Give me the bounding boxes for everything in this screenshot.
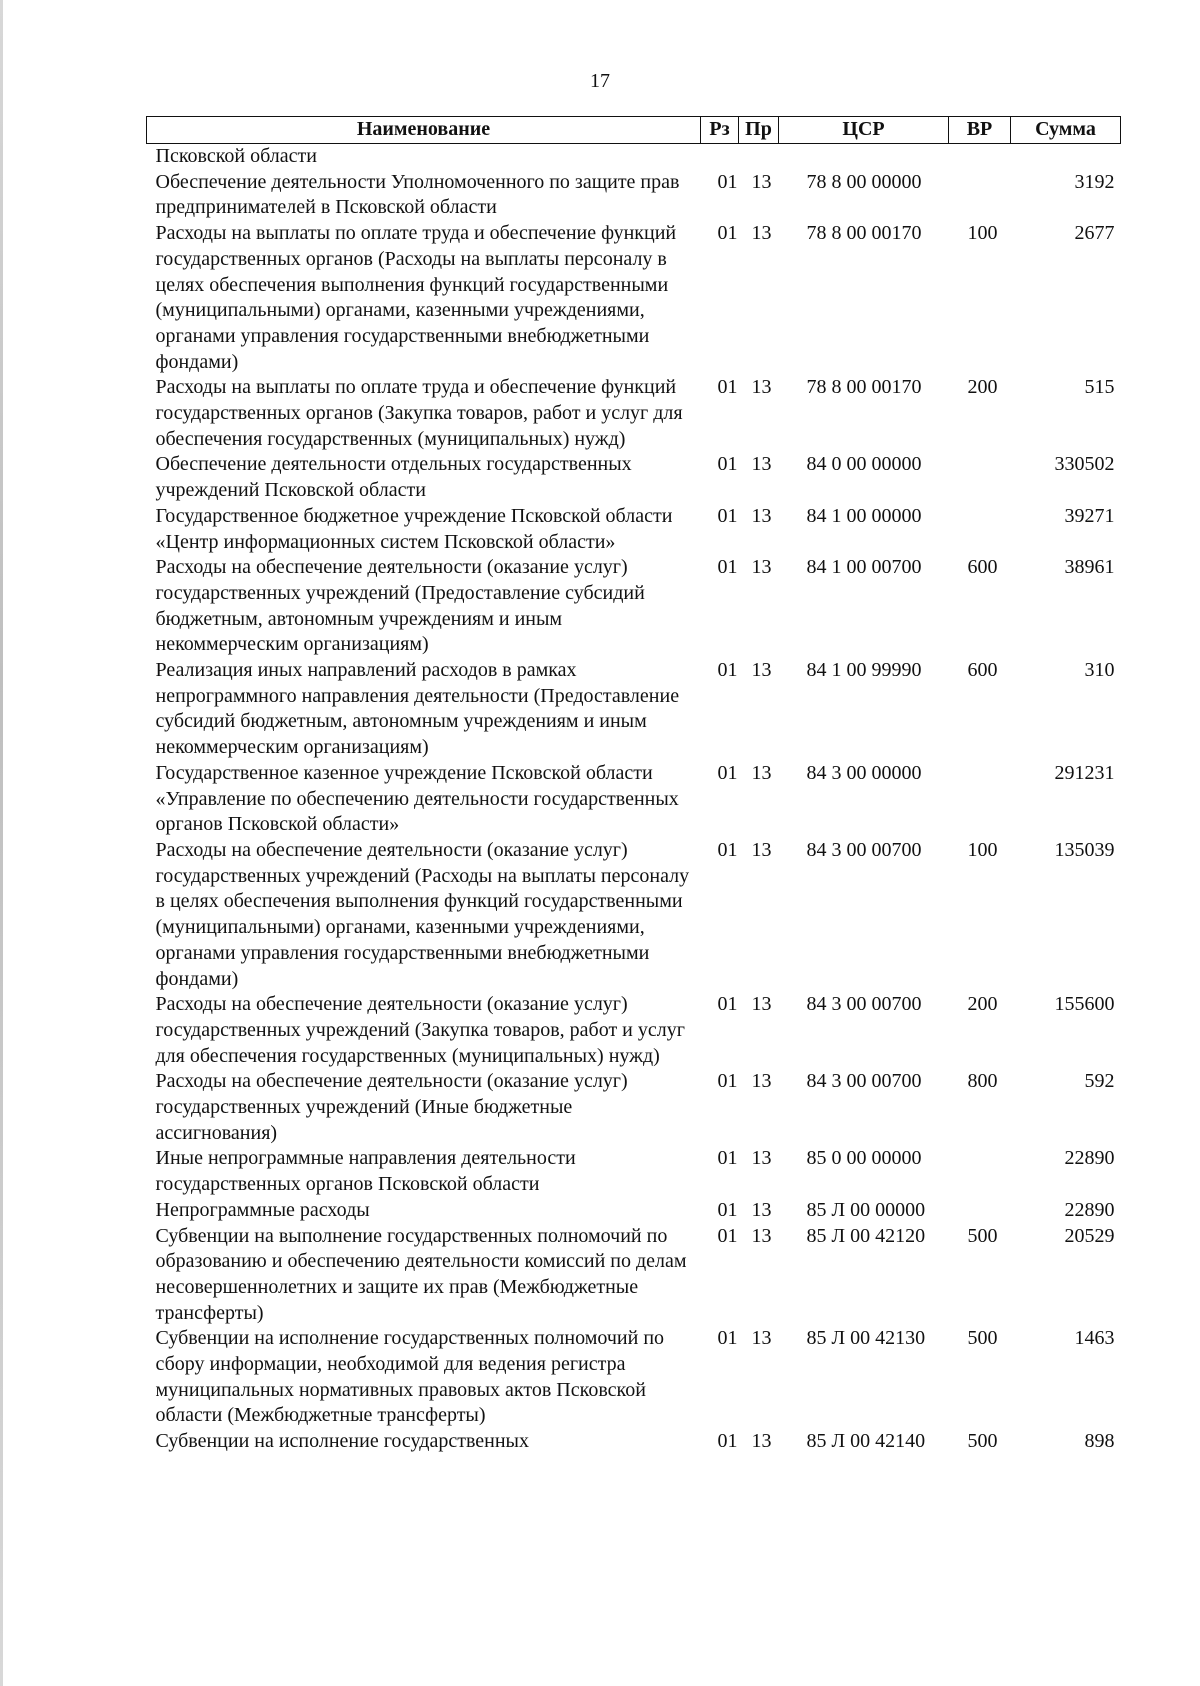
scan-edge xyxy=(0,0,3,1686)
cell-name: Расходы на выплаты по оплате труда и обеспечение функций государственных органов (Расходы на выплаты персоналу в целях обеспечения выполнения функций государственными (муниципальными) органами, казенными учреждениями, органами управления государственными внебюджетными фондами) xyxy=(155,222,677,373)
table-row xyxy=(147,1429,1121,1455)
table-body xyxy=(147,144,1121,1455)
cell-rz: 01 xyxy=(717,1070,738,1093)
cell-rz: 01 xyxy=(717,1224,738,1247)
cell-csr: 84 3 00 00700 xyxy=(806,838,922,861)
table-row xyxy=(147,658,1121,761)
cell-pr: 13 xyxy=(751,556,772,579)
cell-vr xyxy=(949,1146,1011,1197)
cell-name: Обеспечение деятельности Уполномоченного по защите прав предпринимателей в Псковской области xyxy=(155,170,680,219)
cell-sum xyxy=(1011,144,1121,170)
header-sum: Сумма xyxy=(1011,117,1121,144)
cell-name: Псковской области xyxy=(155,145,317,167)
cell-vr: 100 xyxy=(967,222,998,245)
cell-name: Расходы на обеспечение деятельности (оказание услуг) государственных учреждений (Расходы на выплаты персоналу в целях обеспечения выполнения функций государственными (муниципальными) органами, казенными учреждениями, органами управления государственными внебюджетными фондами) xyxy=(155,838,690,990)
cell-pr xyxy=(739,144,779,170)
cell-rz: 01 xyxy=(717,170,738,193)
cell-name: Расходы на выплаты по оплате труда и обеспечение функций государственных органов (Закупка товаров, работ и услуг для обеспечения государственных (муниципальных) нужд) xyxy=(155,376,683,450)
cell-sum: 515 xyxy=(1084,376,1115,399)
budget-table xyxy=(146,116,1121,1455)
cell-vr: 800 xyxy=(967,1070,998,1093)
table-row xyxy=(147,504,1121,555)
cell-name: Государственное казенное учреждение Псковской области «Управление по обеспечению деятельности государственных органов Псковской области» xyxy=(155,761,679,836)
cell-csr: 84 3 00 00000 xyxy=(806,761,922,784)
cell-csr xyxy=(779,144,949,170)
cell-pr: 13 xyxy=(751,1430,772,1453)
table-row xyxy=(147,1224,1121,1327)
cell-rz: 01 xyxy=(717,659,738,682)
cell-rz: 01 xyxy=(717,556,738,579)
table-row xyxy=(147,1326,1121,1429)
header-vr: ВР xyxy=(949,117,1011,144)
cell-name: Реализация иных направлений расходов в рамках непрограммного направления деятельности (Предоставление субсидий бюджетным, автономным учреждениям и иным некоммерческим организациям) xyxy=(155,659,680,759)
cell-rz: 01 xyxy=(717,761,738,784)
cell-rz: 01 xyxy=(717,993,738,1016)
cell-rz: 01 xyxy=(717,222,738,245)
table-row xyxy=(147,1198,1121,1224)
cell-name: Расходы на обеспечение деятельности (оказание услуг) государственных учреждений (Закупка товаров, работ и услуг для обеспечения государственных (муниципальных) нужд) xyxy=(155,993,685,1067)
cell-vr: 200 xyxy=(967,376,998,399)
table-row xyxy=(147,452,1121,503)
cell-csr: 78 8 00 00170 xyxy=(806,222,922,245)
cell-sum: 38961 xyxy=(1064,556,1115,579)
cell-rz: 01 xyxy=(717,1430,738,1453)
cell-vr xyxy=(949,170,1011,221)
cell-vr xyxy=(949,144,1011,170)
cell-name: Обеспечение деятельности отдельных государственных учреждений Псковской области xyxy=(155,453,632,502)
table-row xyxy=(147,1146,1121,1197)
cell-rz: 01 xyxy=(717,1198,738,1221)
table-row xyxy=(147,1069,1121,1146)
cell-pr: 13 xyxy=(751,838,772,861)
cell-pr: 13 xyxy=(751,376,772,399)
cell-vr: 200 xyxy=(967,993,998,1016)
table-row xyxy=(147,992,1121,1069)
cell-sum: 22890 xyxy=(1064,1147,1115,1170)
cell-sum: 2677 xyxy=(1074,222,1115,245)
cell-sum: 39271 xyxy=(1064,504,1115,527)
header-pr: Пр xyxy=(739,117,779,144)
cell-pr: 13 xyxy=(751,1327,772,1350)
cell-csr: 84 1 00 99990 xyxy=(806,659,922,682)
cell-pr: 13 xyxy=(751,659,772,682)
cell-vr: 600 xyxy=(967,556,998,579)
cell-name: Иные непрограммные направления деятельности государственных органов Псковской области xyxy=(155,1147,576,1196)
page-number: 17 xyxy=(590,70,610,92)
cell-rz xyxy=(701,144,739,170)
cell-pr: 13 xyxy=(751,1147,772,1170)
cell-sum: 22890 xyxy=(1064,1198,1115,1221)
cell-vr xyxy=(949,1198,1011,1224)
cell-pr: 13 xyxy=(751,453,772,476)
cell-pr: 13 xyxy=(751,504,772,527)
cell-rz: 01 xyxy=(717,1327,738,1350)
cell-vr: 500 xyxy=(967,1224,998,1247)
cell-pr: 13 xyxy=(751,1070,772,1093)
table-row xyxy=(147,170,1121,221)
cell-name: Государственное бюджетное учреждение Псковской области «Центр информационных систем Псковской области» xyxy=(155,504,673,553)
cell-name: Расходы на обеспечение деятельности (оказание услуг) государственных учреждений (Иные бюджетные ассигнования) xyxy=(155,1070,628,1144)
cell-name: Субвенции на исполнение государственных xyxy=(155,1430,529,1453)
table-row xyxy=(147,375,1121,452)
cell-csr: 84 0 00 00000 xyxy=(806,453,922,476)
header-csr: ЦСР xyxy=(779,117,949,144)
cell-sum: 155600 xyxy=(1054,993,1115,1016)
cell-csr: 84 1 00 00700 xyxy=(806,556,922,579)
cell-pr: 13 xyxy=(751,170,772,193)
cell-csr: 85 Л 00 42130 xyxy=(806,1327,926,1350)
header-name: Наименование xyxy=(147,117,701,144)
cell-pr: 13 xyxy=(751,222,772,245)
cell-csr: 78 8 00 00000 xyxy=(806,170,922,193)
cell-csr: 78 8 00 00170 xyxy=(806,376,922,399)
cell-vr: 500 xyxy=(967,1327,998,1350)
cell-name: Субвенции на исполнение государственных полномочий по сбору информации, необходимой для ведения регистра муниципальных нормативных правовых актов Псковской области (Межбюджетные трансферты) xyxy=(155,1327,665,1427)
cell-vr: 100 xyxy=(967,838,998,861)
cell-csr: 85 Л 00 42120 xyxy=(806,1224,926,1247)
cell-csr: 84 3 00 00700 xyxy=(806,993,922,1016)
cell-csr: 85 Л 00 00000 xyxy=(806,1198,926,1221)
cell-pr: 13 xyxy=(751,761,772,784)
cell-sum: 592 xyxy=(1084,1070,1115,1093)
cell-vr xyxy=(949,761,1011,838)
cell-rz: 01 xyxy=(717,453,738,476)
cell-csr: 84 3 00 00700 xyxy=(806,1070,922,1093)
cell-rz: 01 xyxy=(717,504,738,527)
cell-csr: 85 0 00 00000 xyxy=(806,1147,922,1170)
cell-vr: 600 xyxy=(967,659,998,682)
cell-name: Непрограммные расходы xyxy=(155,1198,370,1221)
cell-rz: 01 xyxy=(717,1147,738,1170)
cell-pr: 13 xyxy=(751,1224,772,1247)
cell-rz: 01 xyxy=(717,376,738,399)
table-row xyxy=(147,221,1121,375)
table-row xyxy=(147,838,1121,992)
table-row xyxy=(147,555,1121,658)
cell-vr xyxy=(949,504,1011,555)
cell-vr xyxy=(949,452,1011,503)
table-header-row xyxy=(147,117,1121,144)
cell-name: Субвенции на выполнение государственных полномочий по образованию и обеспечению деятельности комиссий по делам несовершеннолетних и защите их прав (Межбюджетные трансферты) xyxy=(155,1224,687,1324)
table-row xyxy=(147,761,1121,838)
cell-sum: 3192 xyxy=(1074,170,1115,193)
cell-vr: 500 xyxy=(967,1430,998,1453)
cell-sum: 898 xyxy=(1084,1430,1115,1453)
cell-csr: 85 Л 00 42140 xyxy=(806,1430,926,1453)
cell-sum: 310 xyxy=(1084,659,1115,682)
cell-pr: 13 xyxy=(751,1198,772,1221)
cell-rz: 01 xyxy=(717,838,738,861)
cell-sum: 1463 xyxy=(1074,1327,1115,1350)
cell-sum: 135039 xyxy=(1054,838,1115,861)
cell-sum: 291231 xyxy=(1054,761,1115,784)
cell-sum: 330502 xyxy=(1054,453,1115,476)
table-row xyxy=(147,144,1121,170)
cell-csr: 84 1 00 00000 xyxy=(806,504,922,527)
header-rz: Рз xyxy=(701,117,739,144)
cell-sum: 20529 xyxy=(1064,1224,1115,1247)
cell-pr: 13 xyxy=(751,993,772,1016)
cell-name: Расходы на обеспечение деятельности (оказание услуг) государственных учреждений (Предоставление субсидий бюджетным, автономным учреждениям и иным некоммерческим организациям) xyxy=(155,556,645,656)
